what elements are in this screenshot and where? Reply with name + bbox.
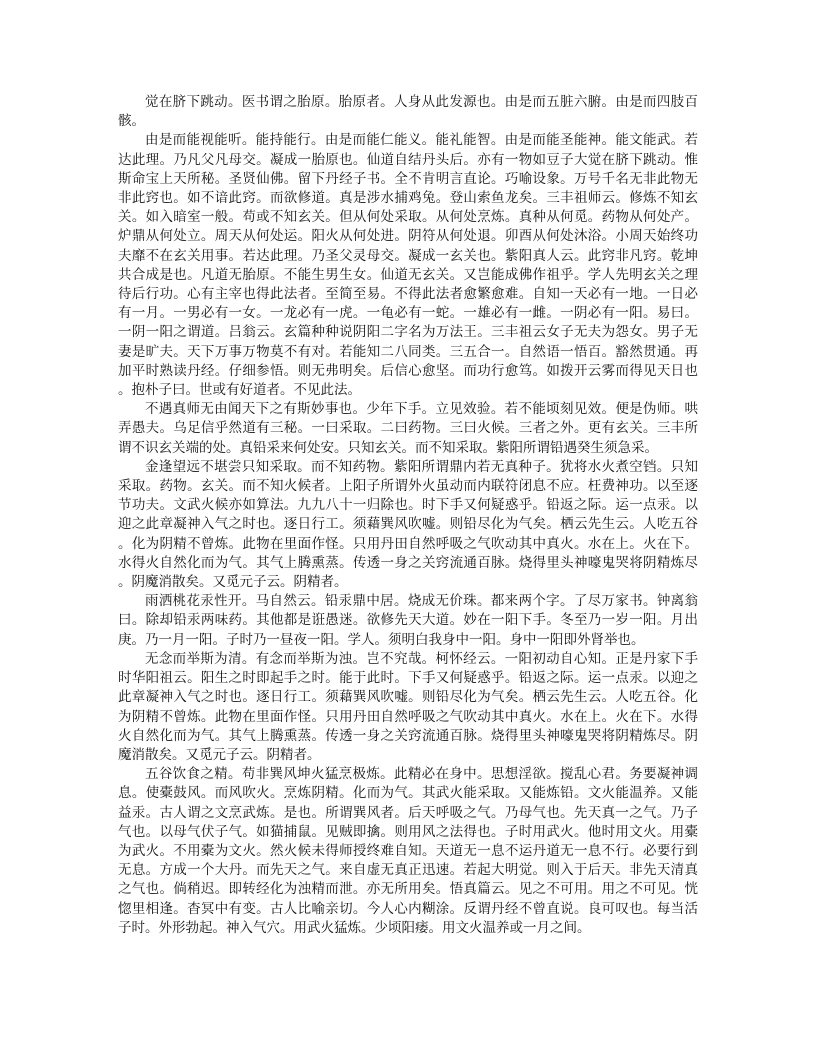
paragraph-5: 雨洒桃花汞性开。马自然云。铅汞鼎中居。烧成无价珠。都来两个字。了尽万家书。钟离翁曰。除却铅汞两味药。其他都是诳愚迷。欲修先天大道。妙在一阳下手。冬至乃一岁一阳。月出庚。乃一月一阳。子时乃一昼夜一阳。学人。须明白我身中一阳。身中一阳即外肾举也。	[118, 593, 698, 648]
paragraph-3: 不遇真师无由闻天下之有斯妙事也。少年下手。立见效验。若不能顷刻见效。便是伪师。哄弄愚夫。乌足信乎然道有三秘。一曰采取。二曰药物。三曰火候。三者之外。更有玄关。三丰所谓不识玄关端的处。真铅采来何处安。只知玄关。而不知采取。紫阳所谓铅遇癸生须急采。	[118, 401, 698, 456]
paragraph-1: 觉在脐下跳动。医书谓之胎原。胎原者。人身从此发源也。由是而五脏六腑。由是而四肢百骸。	[118, 94, 698, 130]
paragraph-2: 由是而能视能听。能持能行。由是而能仁能义。能礼能智。由是而能圣能神。能文能武。若达此理。乃凡父凡母交。凝成一胎原也。仙道自结丹头后。亦有一物如豆子大觉在脐下跳动。惟斯命宝上天所秘。圣贤仙佛。留下丹经子书。全不肯明言直论。巧喻设象。万号千名无非此物无非此窍也。如不谙此窍。而欲修道。真是涉水捕鸡兔。登山索鱼龙矣。三丰祖师云。修炼不知玄关。如入暗室一般。苟或不知玄关。但从何处采取。从何处烹炼。真种从何觅。药物从何处产。炉鼎从何处立。周天从何处运。阳火从何处进。阴符从何处退。卯酉从何处沐浴。小周天始终功夫靡不在玄关用事。若达此理。乃圣父灵母交。凝成一玄关也。紫阳真人云。此窍非凡窍。乾坤共合成是也。凡道无胎原。不能生男生女。仙道无玄关。又岂能成佛作祖乎。学人先明玄关之理待后行功。心有主宰也得此法者。至简至易。不得此法者愈繁愈难。自知一天必有一地。一日必有一月。一男必有一女。一龙必有一虎。一龟必有一蛇。一雄必有一雌。一阴必有一阳。易曰。一阴一阳之谓道。吕翁云。玄篇种种说阴阳二字名为万法王。三丰祖云女子无夫为怨女。男子无妻是旷夫。天下万事万物莫不有对。若能知二八同类。三五合一。自然语一悟百。豁然贯通。再加平时熟读丹经。仔细参悟。则无弗明矣。后信心愈坚。而功行愈笃。如拨开云雾而得见天日也。抱朴子曰。世或有好道者。不见此法。	[118, 132, 698, 399]
paragraph-6: 无念而举斯为清。有念而举斯为浊。岂不究哉。柯怀经云。一阳初动自心知。正是丹家下手时华阳祖云。阳生之时即起手之时。能于此时。下手又何疑惑乎。铅返之际。运一点汞。以迎之此章凝神入气之时也。逐日行工。须藉巽风吹嘘。则铅尽化为气矣。栖云先生云。人吃五谷。化为阴精不曾炼。此物在里面作怪。只用丹田自然呼吸之气吹动其中真火。水在上。火在下。水得火自然化而为气。其气上腾熏蒸。传透一身之关窍流通百脉。烧得里头神嚎鬼哭将阴精炼尽。阴魔消散矣。又觅元子云。阴精者。	[118, 650, 698, 763]
paragraph-7: 五谷饮食之精。苟非巽风坤火猛烹极炼。此精必在身中。思想淫欲。搅乱心君。务要凝神调息。使橐鼓风。而风吹火。烹炼阴精。化而为气。其武火能采取。又能炼铅。文火能温养。又能益汞。古人谓之文烹武炼。是也。所谓巽风者。后天呼吸之气。乃母气也。先天真一之气。乃子气也。以母气伏子气。如猫捕鼠。见贼即擒。则用风之法得也。子时用武火。他时用文火。用橐为武火。不用橐为文火。然火候未得师授终难自知。天道无一息不运丹道无一息不行。必要行到无息。方成一个大丹。而先天之气。来自虚无真正迅速。若起大明觉。则入于后天。非先天清真之气也。倘稍迟。即转经化为浊精而泄。亦无所用矣。悟真篇云。见之不可用。用之不可见。恍惚里相逢。杳冥中有变。古人比喻亲切。今人心内糊涂。反谓丹经不曾直说。良可叹也。每当活子时。外形勃起。神入气穴。用武火猛炼。少顷阳痿。用文火温养或一月之间。	[118, 766, 698, 936]
paragraph-4: 金逢望远不堪尝只知采取。而不知药物。紫阳所谓鼎内若无真种子。犹将水火煮空铛。只知采取。药物。玄关。而不知火候者。上阳子所谓外火虽动而内联符闭息不应。枉费神功。以至逐节功夫。文武火候亦如算法。九九八十一归除也。时下手又何疑惑乎。铅返之际。运一点汞。以迎之此章凝神入气之时也。逐日行工。须藉巽风吹嘘。则铅尽化为气矣。栖云先生云。人吃五谷。化为阴精不曾炼。此物在里面作怪。只用丹田自然呼吸之气吹动其中真火。水在上。火在下。水得火自然化而为气。其气上腾熏蒸。传透一身之关窍流通百脉。烧得里头神嚎鬼哭将阴精炼尽。阴魔消散矣。又觅元子云。阴精者。	[118, 458, 698, 591]
document-page	[118, 93, 698, 938]
